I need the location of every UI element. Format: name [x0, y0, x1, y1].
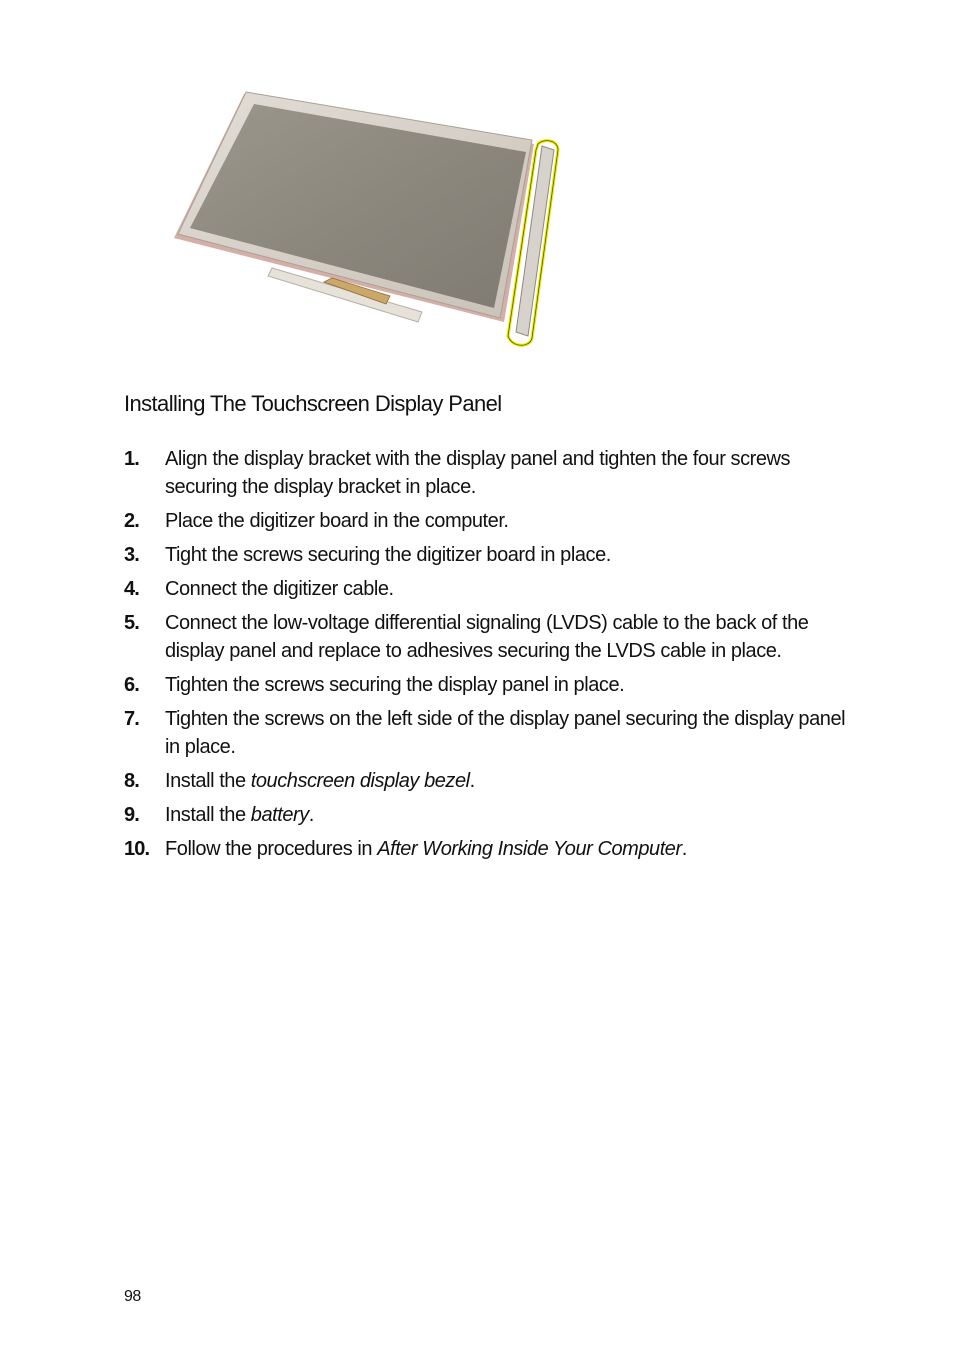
- step-text-prefix: Install the: [165, 770, 251, 792]
- after-working-inside-link[interactable]: After Working Inside Your Computer: [377, 838, 682, 860]
- step-item: [124, 541, 864, 569]
- step-number: 1.: [124, 448, 139, 470]
- step-text: Tight the screws securing the digitizer board in place.: [165, 544, 611, 566]
- step-item: [124, 767, 864, 795]
- step-text: Connect the digitizer cable.: [165, 578, 394, 600]
- step-text: Align the display bracket with the display panel and tighten the four screws securing the display bracket in place.: [165, 448, 791, 498]
- step-item: [124, 575, 864, 603]
- step-text-suffix: .: [308, 804, 314, 826]
- step-item: [124, 507, 864, 535]
- display-panel-figure: [160, 86, 580, 358]
- step-text-prefix: Install the: [165, 804, 251, 826]
- step-number: 5.: [124, 612, 139, 634]
- step-text-suffix: .: [469, 770, 475, 792]
- step-number: 8.: [124, 770, 139, 792]
- installation-steps: [124, 445, 864, 869]
- step-number: 9.: [124, 804, 139, 826]
- display-panel-illustration: [160, 86, 580, 358]
- step-text: Place the digitizer board in the computer.: [165, 510, 509, 532]
- step-item: [124, 671, 864, 699]
- step-text: Tighten the screws on the left side of the display panel securing the display panel in place.: [165, 708, 846, 758]
- battery-link[interactable]: battery: [250, 804, 309, 826]
- step-text: Connect the low-voltage differential signaling (LVDS) cable to the back of the display panel and replace to adhesives securing the LVDS cable in place.: [165, 612, 809, 662]
- step-item: [124, 445, 864, 501]
- step-item: [124, 705, 864, 761]
- step-number: 10.: [124, 838, 150, 860]
- step-text-prefix: Follow the procedures in: [165, 838, 378, 860]
- step-number: 4.: [124, 578, 139, 600]
- page-number: 98: [124, 1288, 141, 1305]
- step-number: 7.: [124, 708, 139, 730]
- step-text: Tighten the screws securing the display panel in place.: [165, 674, 625, 696]
- step-number: 6.: [124, 674, 139, 696]
- section-heading: Installing The Touchscreen Display Panel: [124, 391, 502, 416]
- step-item: [124, 609, 864, 665]
- step-item: [124, 801, 864, 829]
- step-text-suffix: .: [681, 838, 687, 860]
- step-item: [124, 835, 864, 863]
- step-number: 2.: [124, 510, 139, 532]
- touchscreen-display-bezel-link[interactable]: touchscreen display bezel: [250, 770, 470, 792]
- step-number: 3.: [124, 544, 139, 566]
